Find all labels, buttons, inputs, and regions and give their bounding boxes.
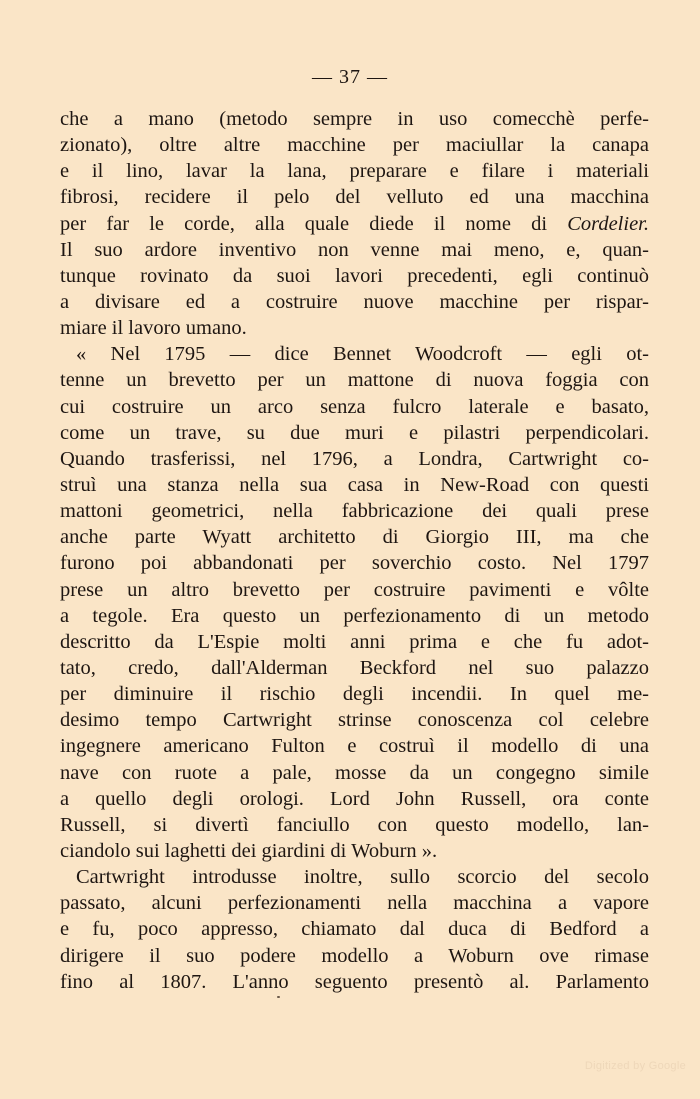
text-line: Russell, si divertì fanciullo con questo modello, lan- <box>60 813 649 836</box>
text-line: prese un altro brevetto per costruire pavimenti e vôlte <box>60 578 649 601</box>
text-line: come un trave, su due muri e pilastri perpendicolari. <box>60 421 649 444</box>
text-line: dirigere il suo podere modello a Woburn ove rimase <box>60 944 649 967</box>
text-line: ingegnere americano Fulton e costruì il modello di una <box>60 735 649 758</box>
ink-speck <box>277 996 280 998</box>
text-line: ciandolo sui laghetti dei giardini di Woburn ». <box>60 839 438 862</box>
text-line-segment: per far le corde, alla quale diede il nome di <box>60 212 568 235</box>
text-line: anche parte Wyatt architetto di Giorgio III, ma che <box>60 526 649 549</box>
text-line: tato, credo, dall'Alderman Beckford nel suo palazzo <box>60 656 649 679</box>
text-line: tunque rovinato da suoi lavori precedenti, egli continuò <box>60 264 649 287</box>
text-line: zionato), oltre altre macchine per maciullar la canapa <box>60 134 649 157</box>
text-line: descritto da L'Espie molti anni prima e che fu adot- <box>60 630 649 653</box>
text-line: Il suo ardore inventivo non venne mai meno, e, quan- <box>60 238 649 261</box>
text-line: mattoni geometrici, nella fabbricazione dei quali prese <box>60 500 649 523</box>
text-line: a tegole. Era questo un perfezionamento di un metodo <box>60 604 649 627</box>
text-line: furono poi abbandonati per soverchio costo. Nel 1797 <box>60 552 649 575</box>
text-line: « Nel 1795 — dice Bennet Woodcroft — egli ot- <box>76 343 649 366</box>
text-line: tenne un brevetto per un mattone di nuova foggia con <box>60 369 649 392</box>
digitization-watermark: Digitized by Google <box>584 1060 686 1072</box>
text-line: che a mano (metodo sempre in uso comecchè perfe- <box>60 108 649 130</box>
page-number: — 37 — <box>312 66 388 88</box>
italic-term: Cordelier. <box>567 212 649 235</box>
body-text <box>60 106 649 995</box>
paragraph-3 <box>60 864 649 995</box>
text-line: a divisare ed a costruire nuove macchine per rispar- <box>60 290 649 313</box>
text-line: a quello degli orologi. Lord John Russell, ora conte <box>60 787 649 810</box>
text-line: cui costruire un arco senza fulcro laterale e basato, <box>60 395 649 418</box>
text-line: e fu, poco appresso, chiamato dal duca di Bedford a <box>60 918 649 941</box>
text-line: fibrosi, recidere il pelo del velluto ed una macchina <box>60 186 649 209</box>
text-line: per diminuire il rischio degli incendii. In quel me- <box>60 683 649 706</box>
text-line: passato, alcuni perfezionamenti nella macchina a vapore <box>60 892 649 915</box>
text-line: Quando trasferissi, nel 1796, a Londra, Cartwright co- <box>60 447 649 470</box>
paragraph-2 <box>60 341 649 864</box>
paragraph-1 <box>60 106 649 341</box>
text-line: Cartwright introdusse inoltre, sullo scorcio del secolo <box>76 866 649 889</box>
text-line: e il lino, lavar la lana, preparare e filare i materiali <box>60 160 649 183</box>
text-line: fino al 1807. L'anno seguento presentò al. Parlamento <box>60 970 649 993</box>
text-line: desimo tempo Cartwright strinse conoscenza col celebre <box>60 709 649 732</box>
text-line: nave con ruote a pale, mosse da un congegno simile <box>60 761 649 784</box>
text-line <box>60 211 649 237</box>
text-line: miare il lavoro umano. <box>60 317 247 340</box>
text-line: struì una stanza nella sua casa in New-Road con questi <box>60 473 649 496</box>
